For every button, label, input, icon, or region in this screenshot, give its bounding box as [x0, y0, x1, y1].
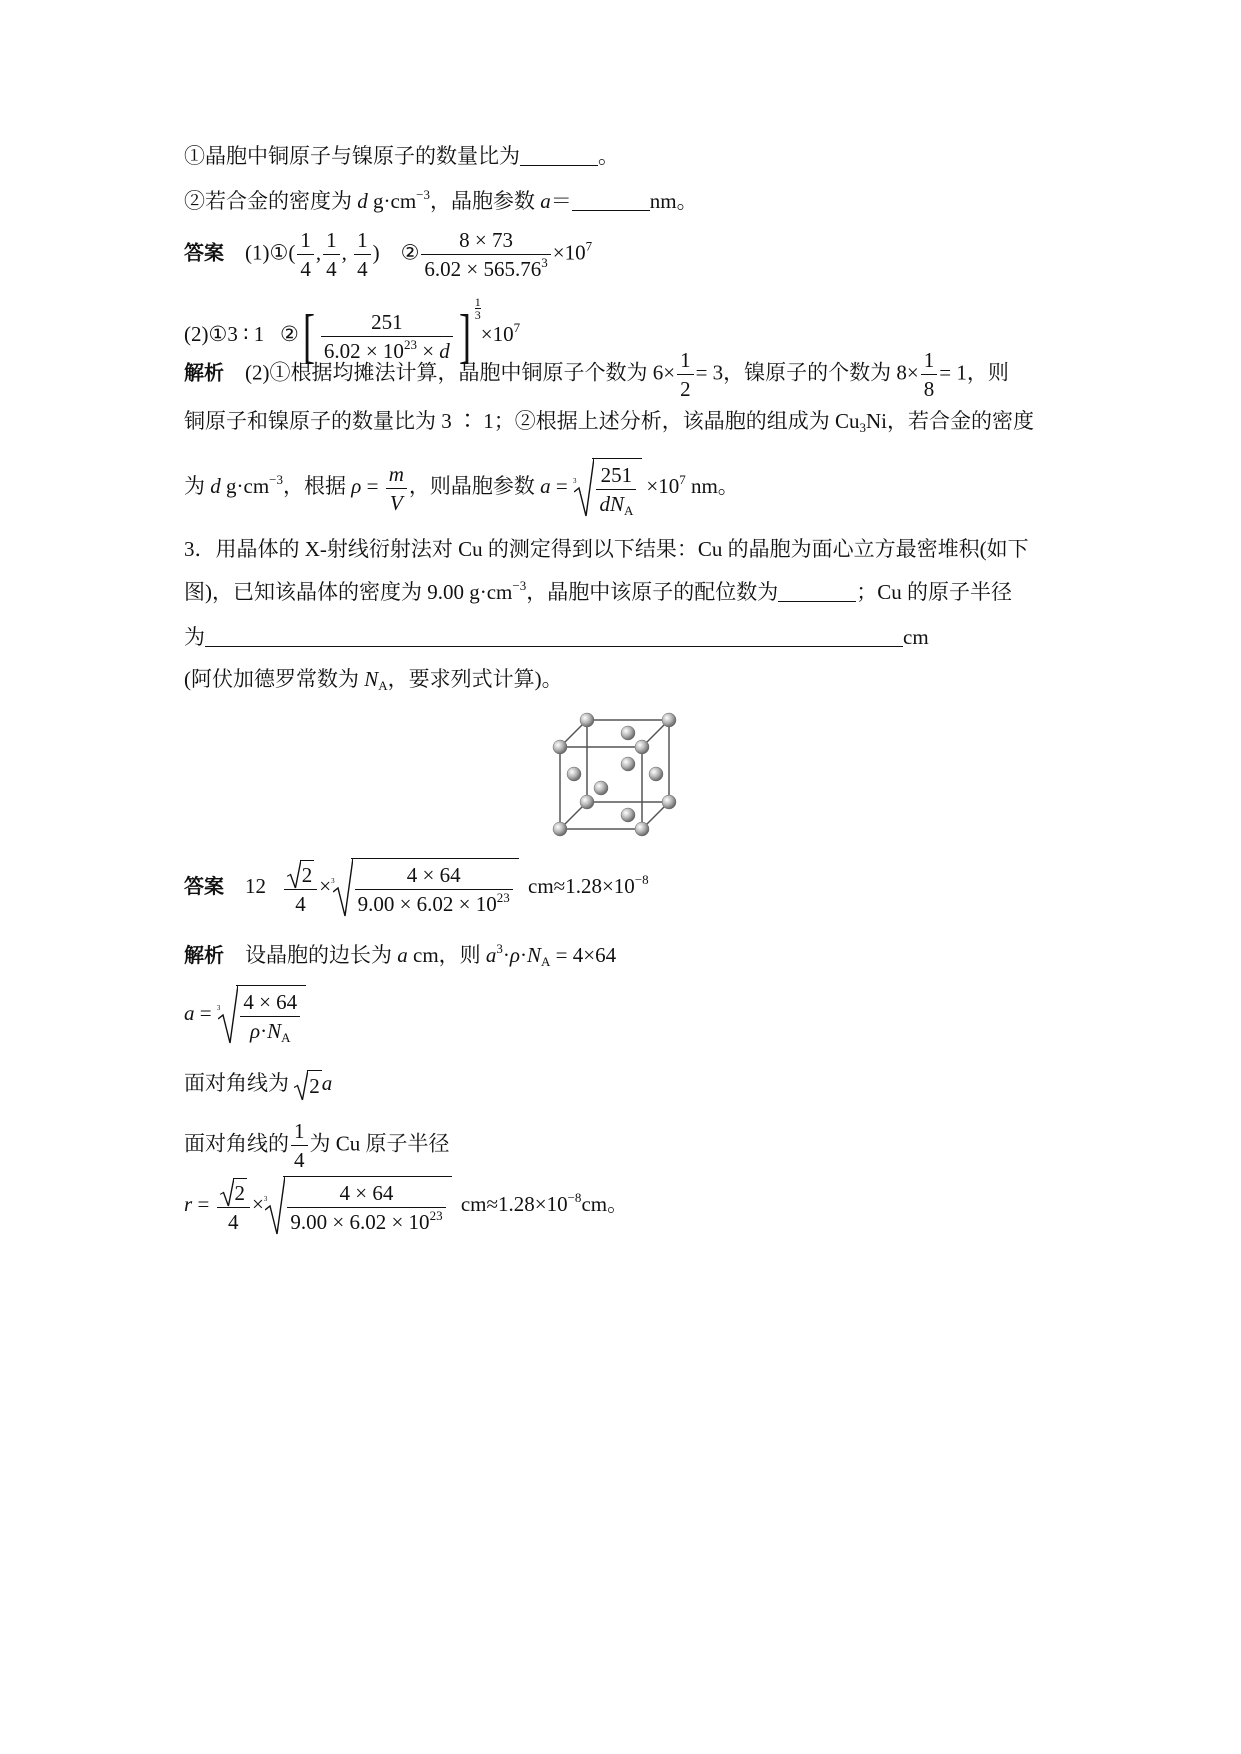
radicand: [236, 985, 306, 1045]
text: ②若合金的密度为: [184, 189, 358, 213]
text: 6.02 × 565.76: [424, 257, 542, 281]
answer-1: [184, 226, 592, 283]
var-a: a: [540, 189, 551, 213]
var-d: d: [357, 189, 368, 213]
text: cm。: [581, 1191, 629, 1216]
fraction: [355, 861, 513, 918]
exponent: −3: [269, 471, 283, 487]
text: nm。: [685, 473, 739, 498]
numerator: m: [386, 460, 407, 489]
text: ①晶胞中铜原子与镍原子的数量比为: [184, 144, 520, 168]
var-N: N: [527, 943, 542, 967]
fraction: [291, 1117, 308, 1174]
text: ·: [502, 943, 510, 967]
exponent: −8: [634, 871, 649, 887]
denominator: [287, 1208, 445, 1236]
exponent: 3: [496, 941, 503, 956]
denominator: 3: [474, 308, 481, 322]
subscript: A: [541, 954, 551, 969]
var-d: d: [439, 338, 450, 363]
cube-root-index: 3: [263, 1194, 268, 1203]
coordination-number: 12: [245, 873, 266, 898]
radicand: [592, 458, 642, 518]
text: g·cm: [220, 473, 270, 498]
fraction: [297, 226, 314, 283]
exponent: −3: [512, 578, 527, 593]
numerator: 1: [354, 226, 371, 255]
radical: [574, 458, 642, 518]
text: 。: [598, 144, 619, 168]
text: 6.02 × 10: [323, 338, 404, 363]
answer-blank: [572, 190, 650, 211]
radical-sign: [294, 1070, 308, 1101]
fraction: [386, 460, 407, 517]
analysis-7: [184, 1117, 450, 1174]
analysis-1: [184, 346, 1009, 403]
subscript: A: [378, 678, 388, 693]
radicand: [351, 858, 519, 918]
fraction: [323, 226, 340, 283]
question-3-line-3: [184, 622, 929, 652]
answer-blank: [778, 581, 856, 602]
radicand: [283, 1176, 451, 1236]
text: ，晶胞参数: [430, 189, 541, 213]
text: cm≈1.28×10: [460, 1191, 568, 1216]
text: 面对角线的: [184, 1131, 289, 1156]
analysis-8: [184, 1176, 628, 1236]
denominator: 4: [300, 257, 311, 281]
answer-blank: [205, 626, 903, 647]
exponent: 3: [541, 255, 548, 270]
denominator: 4: [295, 891, 306, 916]
analysis-2: [184, 406, 1034, 436]
text: = 4×64: [550, 943, 617, 967]
numerator: 1: [297, 226, 314, 255]
text: 9.00 × 6.02 × 10: [290, 1210, 430, 1234]
question-part-2: [184, 186, 698, 216]
text: 面对角线为: [184, 1071, 295, 1095]
denominator: 8: [923, 377, 935, 401]
fraction: [921, 346, 938, 403]
var-N: N: [267, 1019, 282, 1043]
text: nm。: [649, 189, 698, 213]
radical-sign: [265, 1176, 285, 1236]
numerator: 4 × 64: [287, 1179, 445, 1208]
numerator: 4 × 64: [355, 861, 513, 890]
numerator: 4 × 64: [240, 988, 300, 1017]
exponent: 23: [403, 336, 417, 352]
radical-sign: [574, 458, 594, 518]
question-3-line-4: [184, 664, 563, 694]
var-rho: ρ: [250, 1019, 261, 1043]
var-rho: ρ: [351, 473, 362, 498]
analysis-label: 解析: [184, 360, 224, 385]
right-bracket: ]: [458, 303, 471, 370]
text: =: [192, 1191, 215, 1216]
fraction: [287, 1179, 445, 1236]
text: ②: [280, 322, 299, 346]
var-a: a: [397, 943, 408, 967]
analysis-4: [184, 940, 616, 970]
text: ,: [341, 240, 347, 265]
power-fraction: [475, 296, 481, 321]
text: ，晶胞中该原子的配位数为: [526, 580, 779, 604]
text: ②: [400, 240, 420, 265]
text: ×: [252, 1191, 264, 1216]
denominator: V: [389, 490, 403, 515]
text: ×: [416, 338, 440, 363]
text: 为 Cu 原子半径: [309, 1131, 450, 1156]
denominator: [240, 1017, 300, 1045]
numerator: 1: [921, 346, 938, 375]
numerator: [217, 1176, 251, 1208]
text: 3．用晶体的 X-射线衍射法对 Cu 的测定得到以下结果：Cu 的晶胞为面心立方最密堆积(如下: [184, 537, 1029, 561]
text: ，根据: [283, 473, 352, 498]
fraction: [677, 346, 694, 403]
text: ，则晶胞参数: [408, 473, 541, 498]
denominator: 4: [228, 1209, 239, 1234]
text: 9.00 × 6.02 × 10: [357, 892, 497, 916]
radical: [220, 1178, 248, 1207]
text: ,: [315, 240, 322, 265]
var-a: a: [540, 473, 551, 498]
radical-sign: [333, 858, 353, 918]
answer-label: 答案: [184, 240, 224, 265]
subscript: A: [281, 1030, 291, 1045]
numerator: 1: [323, 226, 340, 255]
analysis-3: [184, 458, 739, 518]
numerator: 1: [474, 295, 481, 309]
numerator: [284, 858, 318, 890]
exponent: −8: [567, 1189, 582, 1205]
radical: [333, 858, 519, 918]
denominator: [355, 890, 513, 918]
numerator: 251: [321, 308, 453, 337]
var-d: d: [210, 473, 221, 498]
radical-sign: [287, 860, 301, 889]
radicand: 2: [307, 1070, 322, 1101]
radical-sign: [220, 1178, 234, 1207]
numerator: 251: [596, 461, 636, 490]
var-r: r: [184, 1191, 193, 1216]
text: cm，则: [407, 943, 486, 967]
answer-3: [184, 858, 649, 918]
text: 为: [184, 625, 205, 649]
radical: [287, 860, 315, 889]
text: = 3，镍原子的个数为 8×: [695, 360, 919, 385]
text: =: [194, 1000, 217, 1025]
subscript: A: [623, 503, 634, 518]
text: ): [372, 240, 380, 265]
text: ·: [260, 1019, 268, 1043]
text: (2)①3 ∶ 1: [184, 322, 265, 346]
text: (2)①根据均摊法计算，晶胞中铜原子个数为 6×: [245, 360, 676, 385]
denominator: 4: [357, 257, 368, 281]
text: 设晶胞的边长为: [245, 943, 398, 967]
text: (阿伏加德罗常数为: [184, 667, 365, 691]
text: Ni，若合金的密度: [866, 409, 1035, 433]
fraction: [354, 226, 371, 283]
var-a: a: [485, 943, 497, 967]
analysis-5: [184, 985, 310, 1045]
text: ＝: [550, 189, 572, 213]
cube-root-index: 3: [572, 476, 577, 485]
text: ；Cu 的原子半径: [856, 580, 1012, 604]
text: ·: [520, 943, 527, 967]
numerator: 1: [677, 346, 694, 375]
question-part-1: [184, 141, 619, 171]
radical-sign: [218, 985, 238, 1045]
subscript: 3: [859, 420, 867, 435]
text: 铜原子和镍原子的数量比为 3 ∶ 1；②根据上述分析，该晶胞的组成为 Cu: [184, 409, 860, 433]
text: ，要求列式计算)。: [387, 667, 563, 691]
fcc-unit-cell-diagram: [540, 700, 740, 850]
var-rho: ρ: [509, 943, 520, 967]
exponent: 23: [429, 1208, 443, 1223]
text: =: [361, 473, 384, 498]
exponent: 7: [585, 238, 593, 254]
fraction: [596, 461, 636, 518]
radicand: 2: [300, 860, 315, 889]
exponent: 23: [496, 890, 510, 905]
analysis-label: 解析: [184, 943, 224, 967]
denominator: 2: [680, 377, 691, 401]
radical: [265, 1176, 451, 1236]
exponent: 7: [513, 320, 521, 335]
text: (1)①(: [245, 240, 296, 265]
text: ×: [319, 873, 332, 898]
var-N: N: [364, 667, 379, 691]
text: ×10: [552, 240, 586, 265]
text: =: [550, 473, 573, 498]
answer-label: 答案: [184, 873, 224, 898]
radical: [218, 985, 306, 1045]
cube-root-index: 3: [216, 1003, 221, 1012]
text: 图)，已知该晶体的密度为 9.00 g·cm: [184, 580, 513, 604]
left-bracket: [: [302, 303, 315, 370]
text: ×10: [646, 473, 680, 498]
radicand: 2: [233, 1178, 248, 1207]
radical: [294, 1070, 322, 1101]
exponent: −3: [416, 187, 430, 202]
fraction: [421, 226, 550, 283]
denominator: 4: [326, 257, 337, 281]
denominator: 4: [294, 1148, 305, 1172]
cube-root-index: 3: [331, 876, 335, 885]
text: ×10: [480, 322, 514, 346]
text: g·cm: [367, 189, 417, 213]
fraction: [217, 1176, 251, 1236]
text: dN: [599, 492, 624, 516]
denominator: [596, 490, 636, 518]
fraction: [284, 858, 318, 918]
var-a: a: [321, 1071, 333, 1095]
var-a: a: [184, 1000, 195, 1025]
analysis-6: [184, 1068, 332, 1101]
fraction: [240, 988, 300, 1045]
numerator: 8 × 73: [421, 226, 550, 255]
text: cm: [903, 625, 929, 649]
question-3-line-2: [184, 577, 1012, 607]
text: 为: [184, 473, 211, 498]
exponent: 7: [679, 471, 686, 487]
answer-blank: [520, 145, 598, 166]
question-3-line-1: [184, 534, 1029, 564]
denominator: [421, 255, 550, 283]
numerator: 1: [291, 1117, 308, 1146]
text: cm≈1.28×10: [528, 873, 635, 898]
text: = 1，则: [939, 360, 1009, 385]
